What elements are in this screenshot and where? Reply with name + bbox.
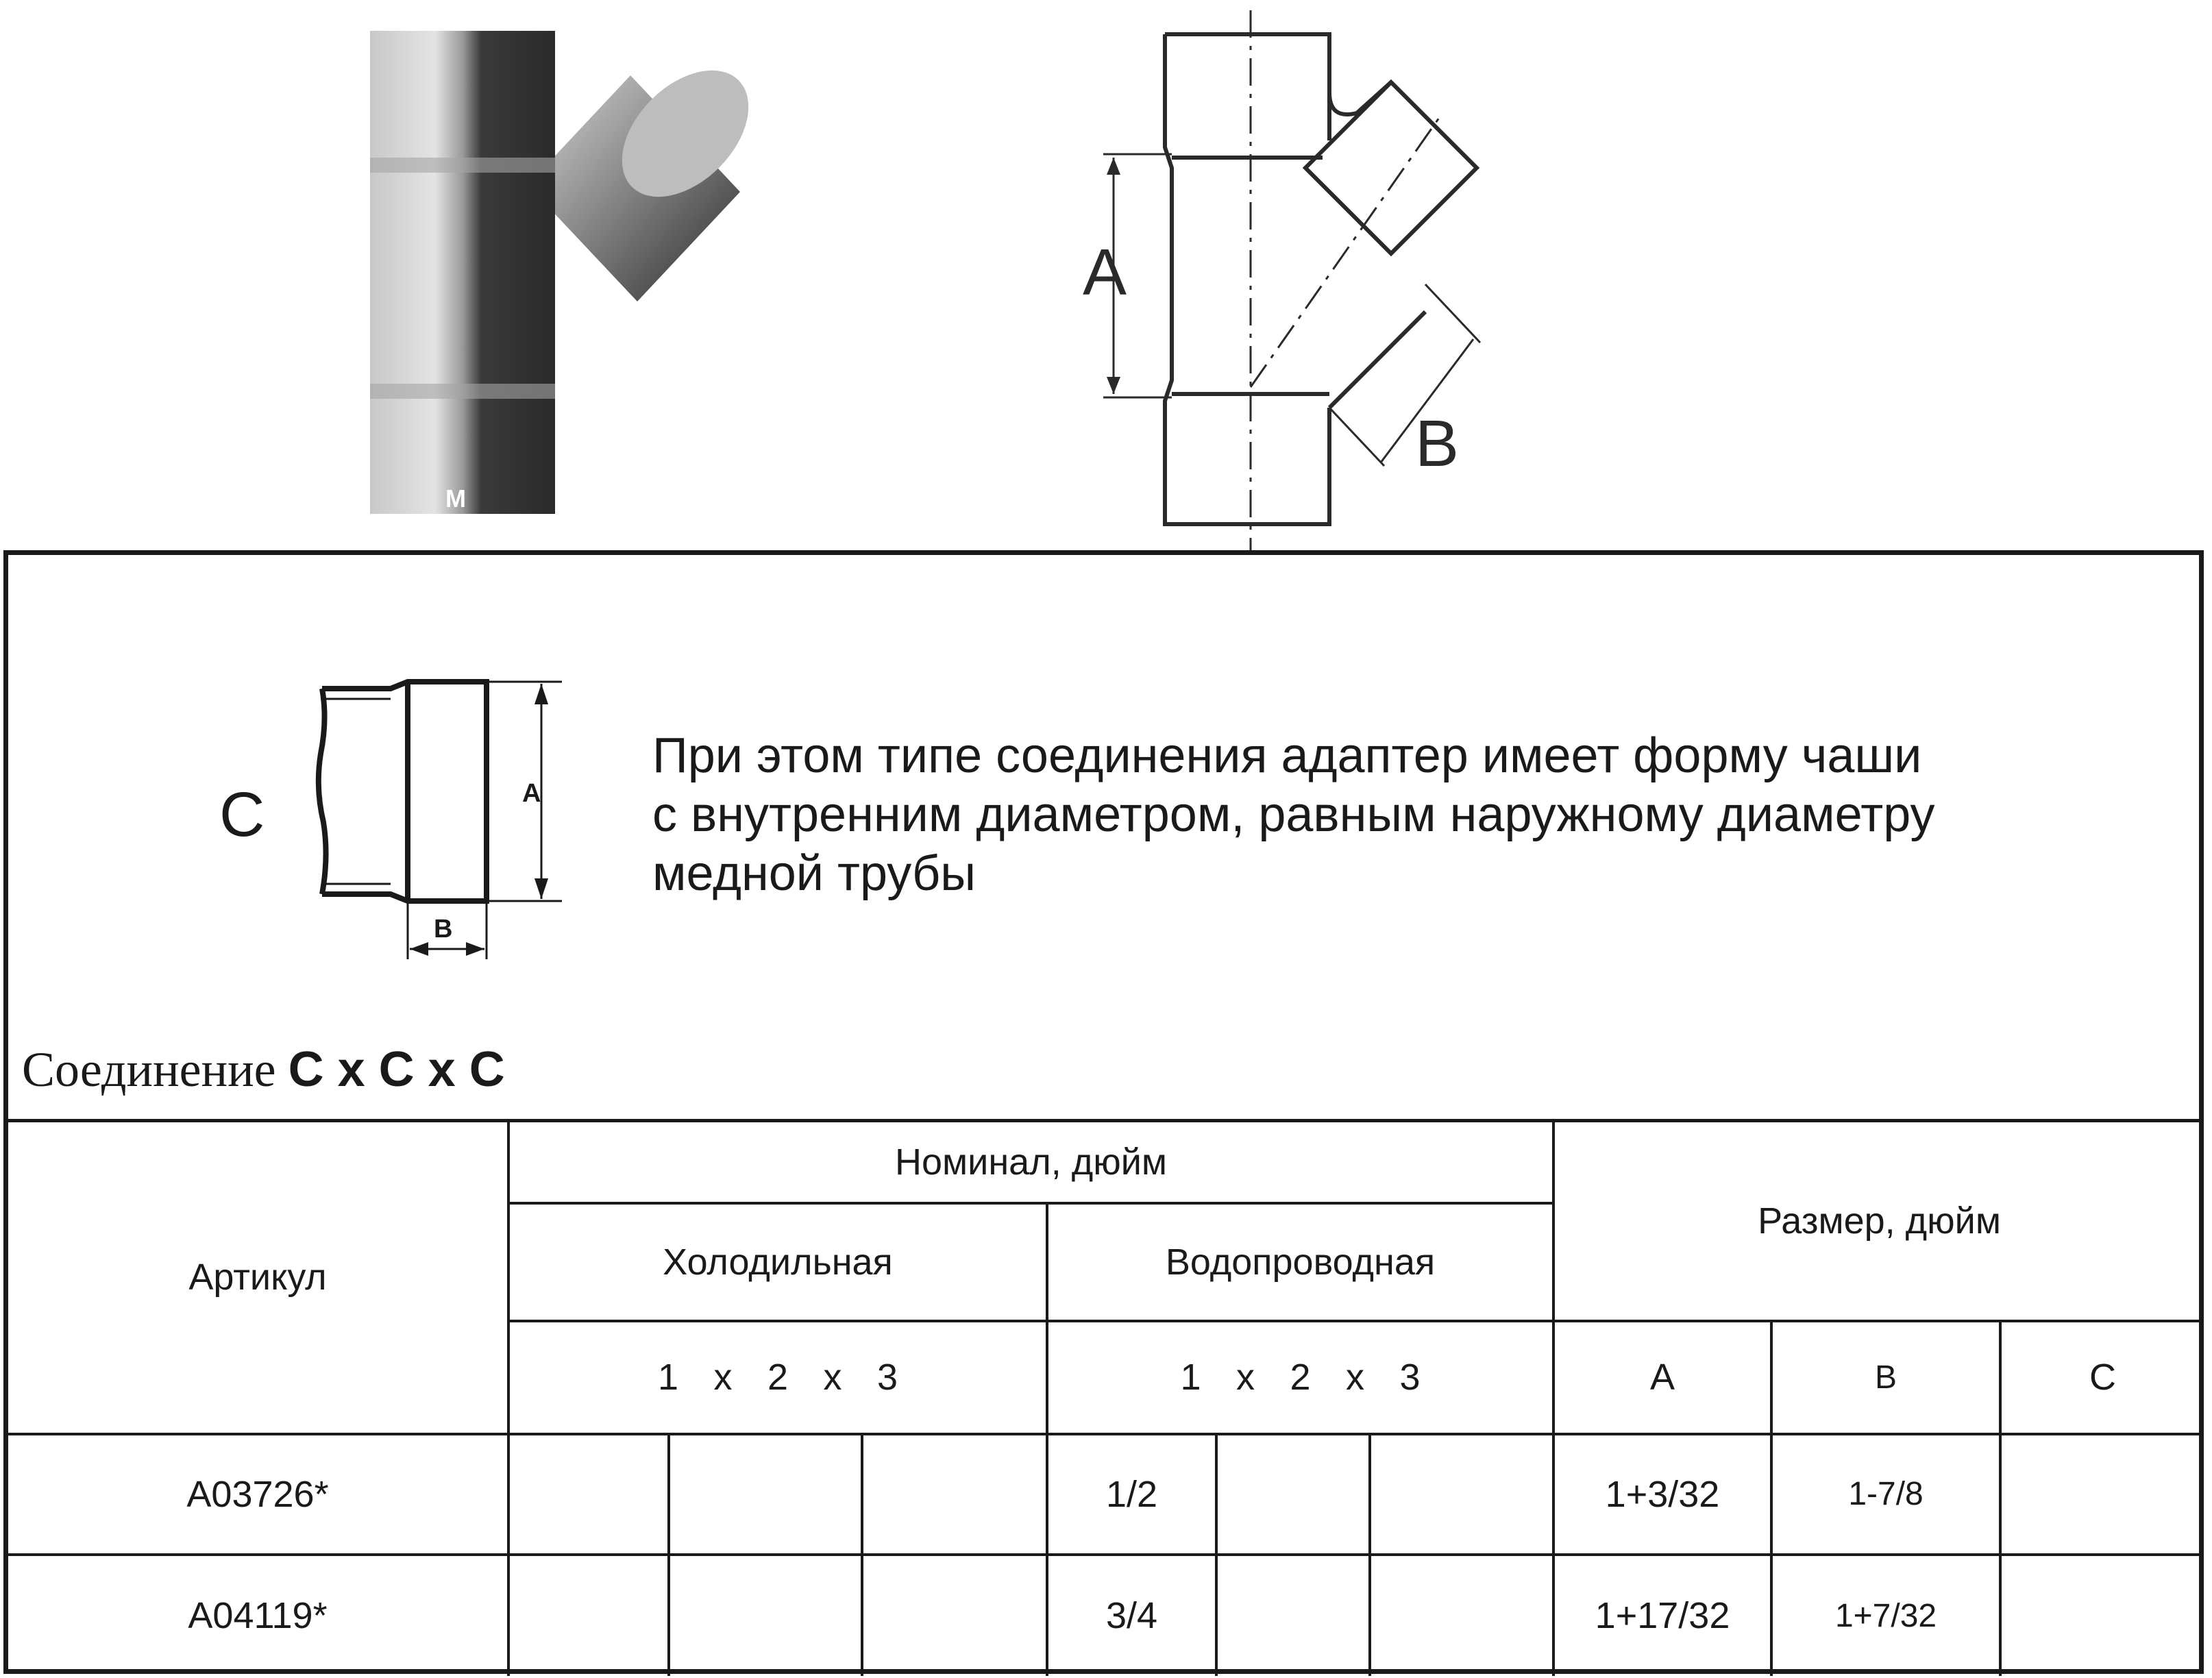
dim-label-a: A (1083, 236, 1127, 309)
cell-plumb2 (1216, 1555, 1370, 1676)
brand-logo-text: M (445, 484, 466, 513)
description-line: При этом типе соединения адаптер имеет форму чаши (652, 728, 1922, 783)
refrigeration-ports (508, 1321, 1047, 1434)
cell-plumb3 (1370, 1555, 1553, 1676)
cell-ref3 (862, 1555, 1047, 1676)
port-label: x (713, 1357, 733, 1398)
cell-size-a: 1+3/32 (1553, 1434, 1771, 1555)
port-label: 1 (657, 1357, 679, 1398)
cell-size-c (2000, 1434, 2204, 1555)
port-label: x (823, 1357, 842, 1398)
cell-article: A04119* (8, 1555, 508, 1676)
dim-label-b: B (1415, 407, 1460, 480)
fitting-photo (356, 21, 754, 528)
description-line: с внутренним диаметром, равным наружному диаметру (652, 787, 1935, 842)
port-label: 2 (767, 1357, 789, 1398)
port-label: 1 (1180, 1357, 1201, 1398)
port-label: x (1236, 1357, 1255, 1398)
cell-plumb1: 1/2 (1047, 1434, 1216, 1555)
spec-table (8, 1119, 2204, 1676)
cell-size-a: 1+17/32 (1553, 1555, 1771, 1676)
cell-size-b: 1+7/32 (1771, 1555, 2000, 1676)
cell-plumb3 (1370, 1434, 1553, 1555)
port-label: 3 (1399, 1357, 1421, 1398)
cell-ref2 (669, 1434, 862, 1555)
cell-ref2 (669, 1555, 862, 1676)
cell-size-b: 1-7/8 (1771, 1434, 2000, 1555)
connection-prefix: Соединение (22, 1042, 276, 1097)
cell-ref3 (862, 1434, 1047, 1555)
cup-dim-b: B (434, 915, 453, 943)
table-row (8, 1434, 2204, 1555)
header-article: Артикул (8, 1121, 508, 1434)
plumbing-ports (1047, 1321, 1553, 1434)
connection-type-letter: C (219, 780, 265, 850)
header-nominal: Номинал, дюйм (508, 1121, 1553, 1203)
table-row (8, 1555, 2204, 1676)
header-size-c: C (2000, 1321, 2204, 1434)
wye-technical-drawing (1069, 10, 1549, 552)
port-label: x (1346, 1357, 1364, 1398)
port-label: 2 (1290, 1357, 1311, 1398)
cup-dim-a: A (522, 779, 541, 808)
cup-joint-diagram (206, 658, 617, 973)
header-size-b: B (1771, 1321, 2000, 1434)
cell-ref1 (508, 1434, 669, 1555)
connection-title (22, 1041, 505, 1098)
header-plumbing: Водопроводная (1047, 1203, 1553, 1321)
port-label: 3 (876, 1357, 898, 1398)
description-line: медной трубы (652, 846, 976, 901)
cell-plumb2 (1216, 1434, 1370, 1555)
connection-code: C x C x C (288, 1042, 505, 1097)
cell-plumb1: 3/4 (1047, 1555, 1216, 1676)
cell-article: A03726* (8, 1434, 508, 1555)
header-refrigeration: Холодильная (508, 1203, 1047, 1321)
cell-ref1 (508, 1555, 669, 1676)
header-size: Размер, дюйм (1553, 1121, 2204, 1321)
connection-description (652, 726, 2091, 903)
header-size-a: A (1553, 1321, 1771, 1434)
cell-size-c (2000, 1555, 2204, 1676)
